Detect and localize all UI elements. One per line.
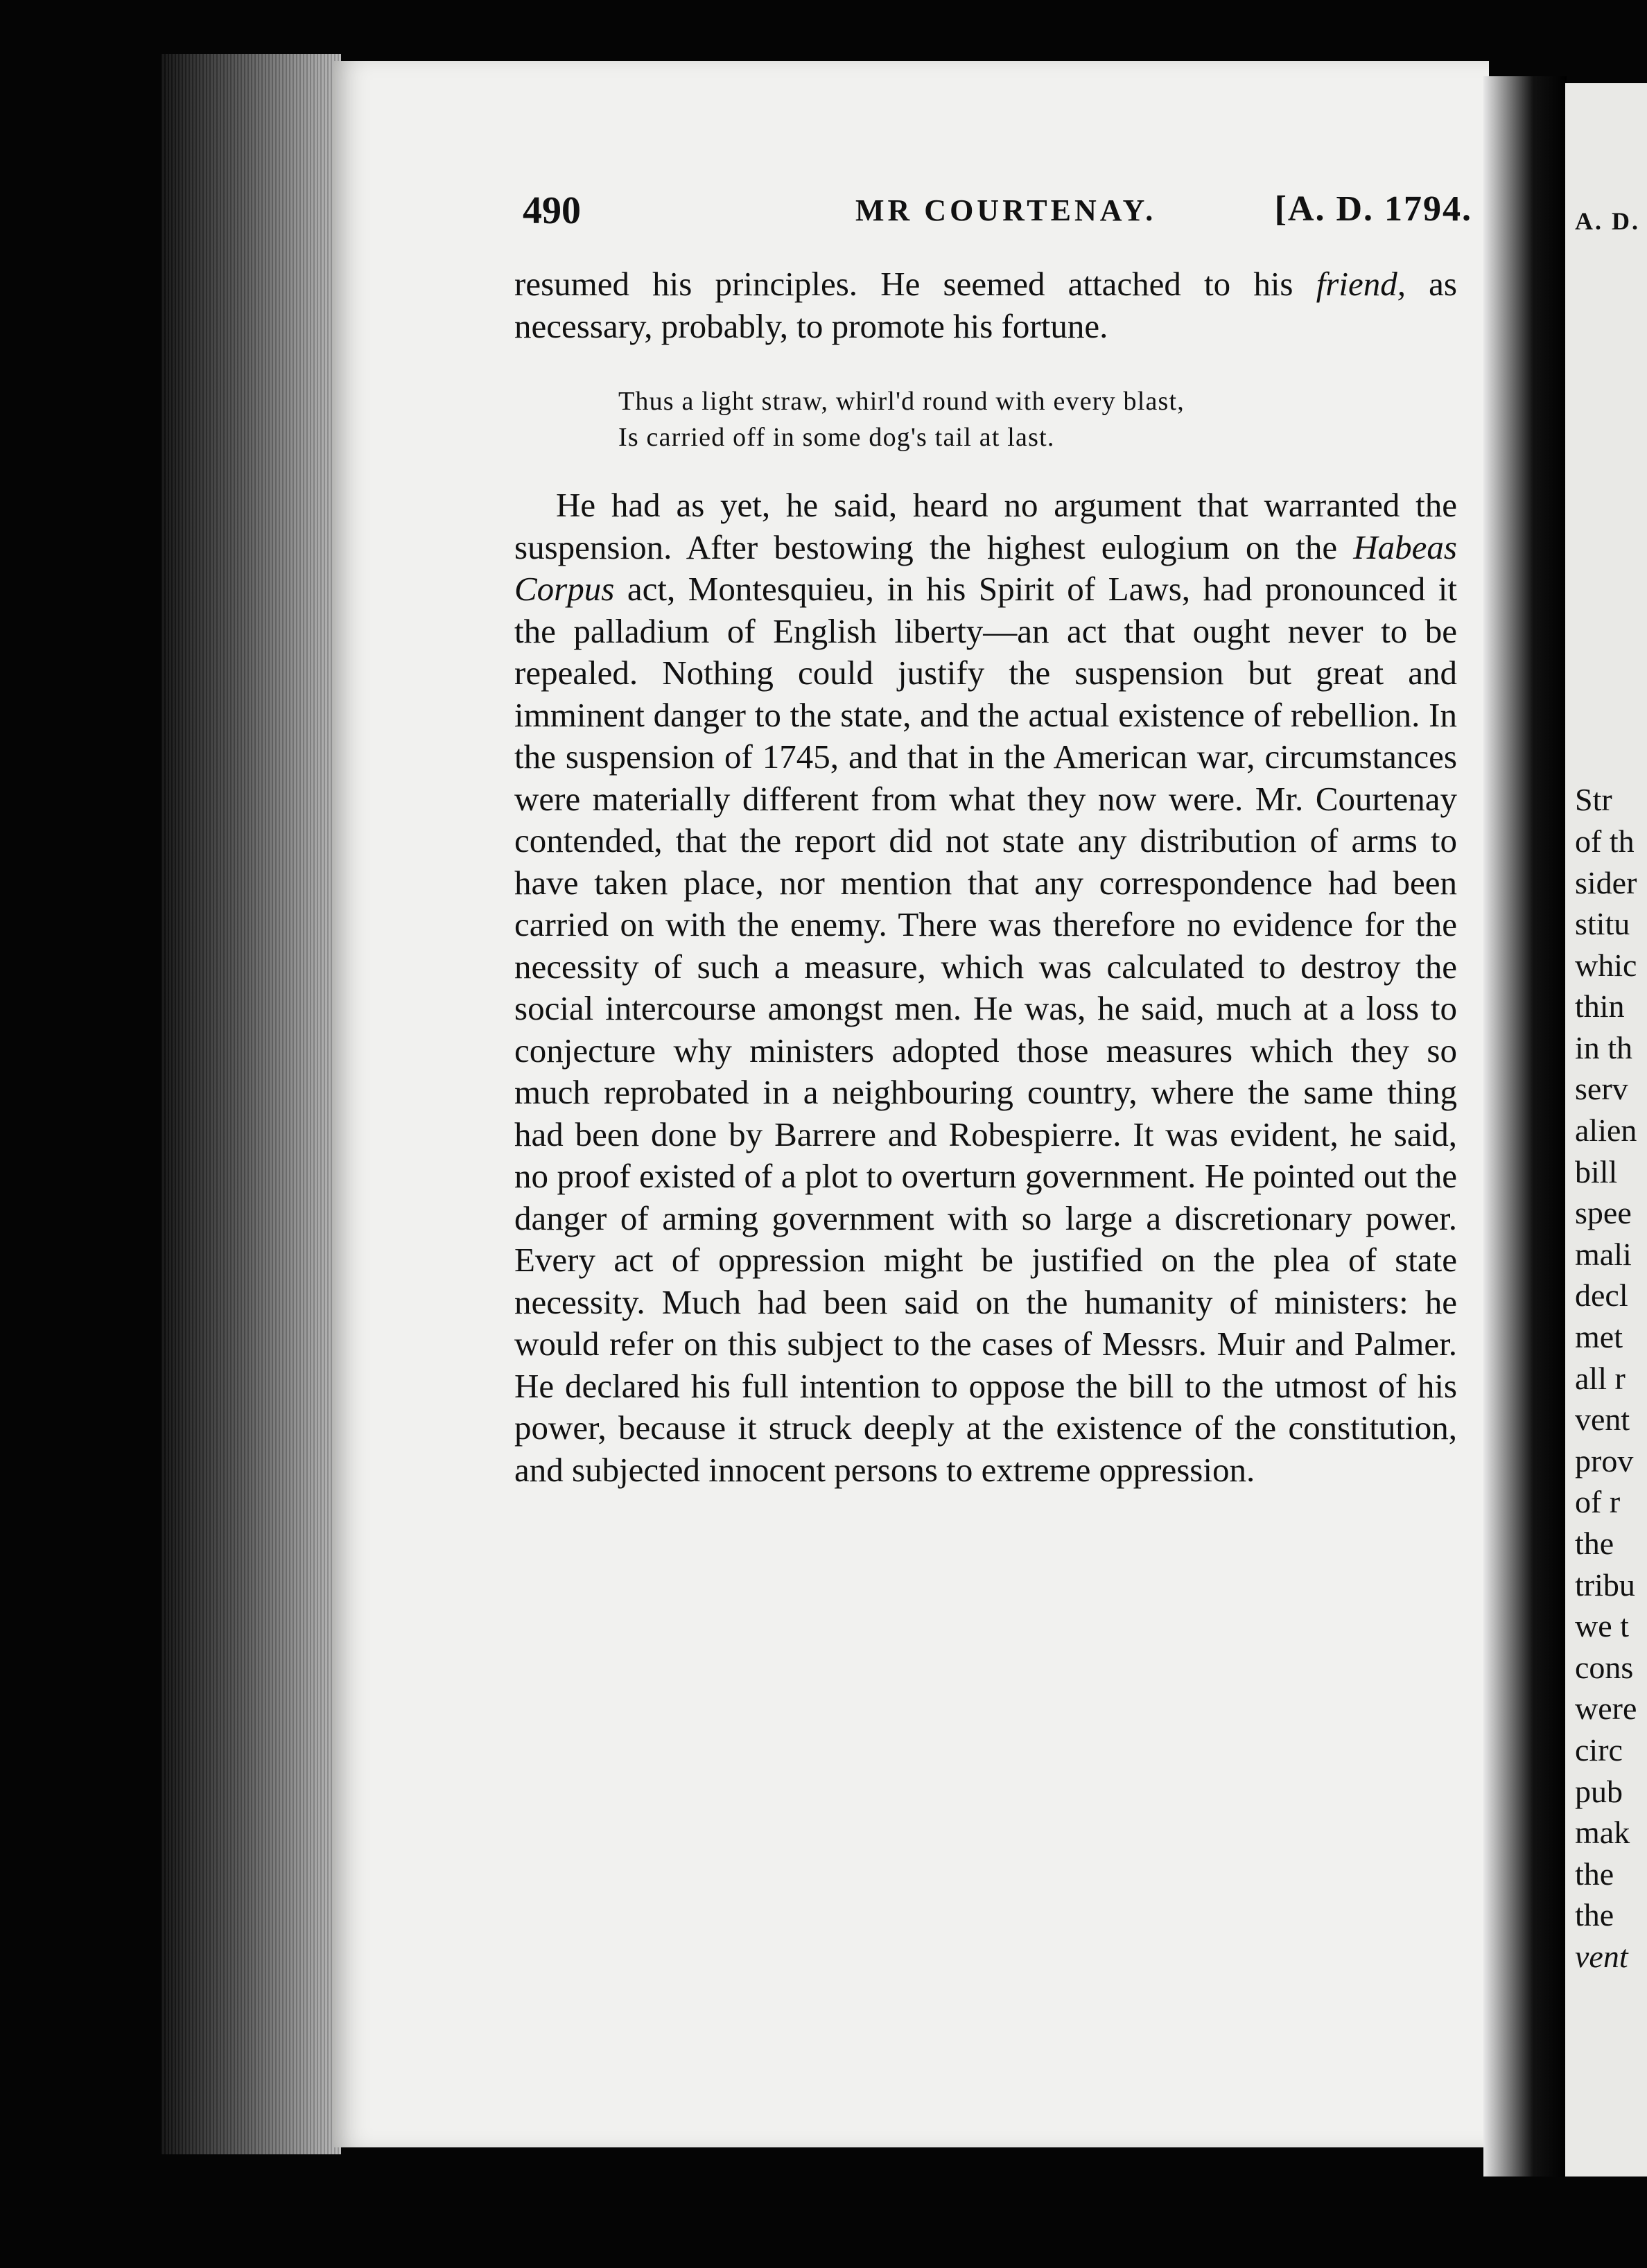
verse-quote: [618, 383, 1353, 455]
right-page-line: [1575, 408, 1647, 449]
right-page-line: [1575, 614, 1647, 656]
right-page-line: [1575, 656, 1647, 697]
right-page-line: [1575, 325, 1647, 367]
opening-italic-word: friend,: [1316, 265, 1406, 303]
opening-text: [514, 263, 1457, 347]
page-header: [523, 189, 1472, 237]
page-body: [514, 263, 1457, 1491]
right-page-line: pub: [1575, 1773, 1623, 1809]
right-page-line: vent: [1575, 1938, 1628, 1974]
opening-line-1: resumed his principles. He seemed attached to his: [514, 265, 1293, 303]
paragraph-part-1: He had as yet, he said, heard no argument that warranted the suspension. After bestowing the highest eulogium on the: [514, 486, 1457, 566]
page-edge-left: [161, 54, 341, 2154]
right-page-line: [1575, 284, 1647, 325]
right-page-line: stitu: [1575, 906, 1630, 942]
right-page-line: [1575, 449, 1647, 491]
running-title: MR COURTENAY.: [855, 193, 1157, 227]
right-page-line: [1575, 532, 1647, 573]
right-page-line: [1575, 738, 1647, 780]
right-page-line: circ: [1575, 1731, 1623, 1768]
right-page-line: [1575, 573, 1647, 614]
right-page-line: in th: [1575, 1029, 1633, 1065]
right-page-line: [1575, 697, 1647, 738]
main-paragraph: [514, 485, 1457, 1491]
right-page-line: mak: [1575, 1815, 1630, 1851]
paragraph-italic: Habeas Corpus: [514, 527, 1457, 608]
right-page-line: vent: [1575, 1402, 1630, 1438]
right-page-line: of th: [1575, 823, 1635, 859]
right-page-line: prov: [1575, 1442, 1634, 1478]
right-page-line: thin: [1575, 988, 1625, 1024]
right-page-line: we t: [1575, 1608, 1629, 1644]
right-page-line: tribu: [1575, 1567, 1635, 1603]
right-page-line: the: [1575, 1897, 1614, 1933]
book-gutter: [1483, 76, 1567, 2177]
verse-line-2: Is carried off in some dog's tail at last.: [618, 423, 1055, 452]
right-page-line: A. D.: [1575, 207, 1640, 235]
right-page-line: of r: [1575, 1484, 1621, 1520]
paragraph-part-2: act, Montesquieu, in his Spirit of Laws, had pronounced it the palladium of English liberty—an act that ought never to be repealed. Nothing could justify the suspension but great and imminent danger to the state, and the actual existence of rebellion. In the suspension of 1745, and that in the American war, circumstances were materially different from what they now were. Mr. Courtenay contended, that the report did not state any distribution of arms to have taken place, nor mention that any correspondence had been carried on with the enemy. There was therefore no evidence for the necessity of such a measure, which was calculated to destroy the social intercourse amongst men. He was, he said, much at a loss to conjecture why ministers adopted those measures which they so much reprobated in a neighbouring country, where the same thing had been done by Barrere and Robespierre. It was evident, he said, no proof existed of a plot to overturn government. He pointed out the danger of arming government with so large a discretionary power. Every act of oppression might be justified on the plea of state necessity. Much had been said on the humanity of ministers: he would refer on this subject to the cases of Messrs. Muir and Palmer. He declared his full intention to oppose the bill to the utmost of his power, because it struck deeply at the existence of the constitution, and subjected innocent persons to extreme oppression.: [514, 570, 1457, 1489]
right-page-line: alien: [1575, 1113, 1637, 1149]
header-date: [A. D. 1794.: [1274, 189, 1472, 229]
right-page-line: whic: [1575, 947, 1637, 983]
opening-line-2: as necessary, probably, to promote his fortune.: [514, 265, 1457, 345]
right-page-line: sider: [1575, 864, 1637, 900]
right-page-line: Str: [1575, 782, 1612, 818]
right-page-line: met: [1575, 1319, 1623, 1355]
page-number: 490: [523, 189, 581, 232]
right-page-line: [1575, 490, 1647, 532]
right-page-line: [1575, 366, 1647, 408]
right-page-line: serv: [1575, 1071, 1628, 1107]
right-page-line: spee: [1575, 1195, 1632, 1231]
right-page-line: mali: [1575, 1236, 1632, 1272]
right-page-line: cons: [1575, 1649, 1634, 1685]
right-page-line: were: [1575, 1691, 1637, 1727]
right-page-line: [1575, 243, 1647, 284]
right-page-line: the: [1575, 1856, 1614, 1892]
right-page-line: bill: [1575, 1153, 1618, 1189]
right-page-fragments: [1575, 201, 1647, 1978]
right-page-line: decl: [1575, 1277, 1628, 1314]
verse-line-1: Thus a light straw, whirl'd round with every blast,: [618, 387, 1185, 416]
right-page-line: the: [1575, 1526, 1614, 1561]
right-page-line: all r: [1575, 1360, 1626, 1396]
